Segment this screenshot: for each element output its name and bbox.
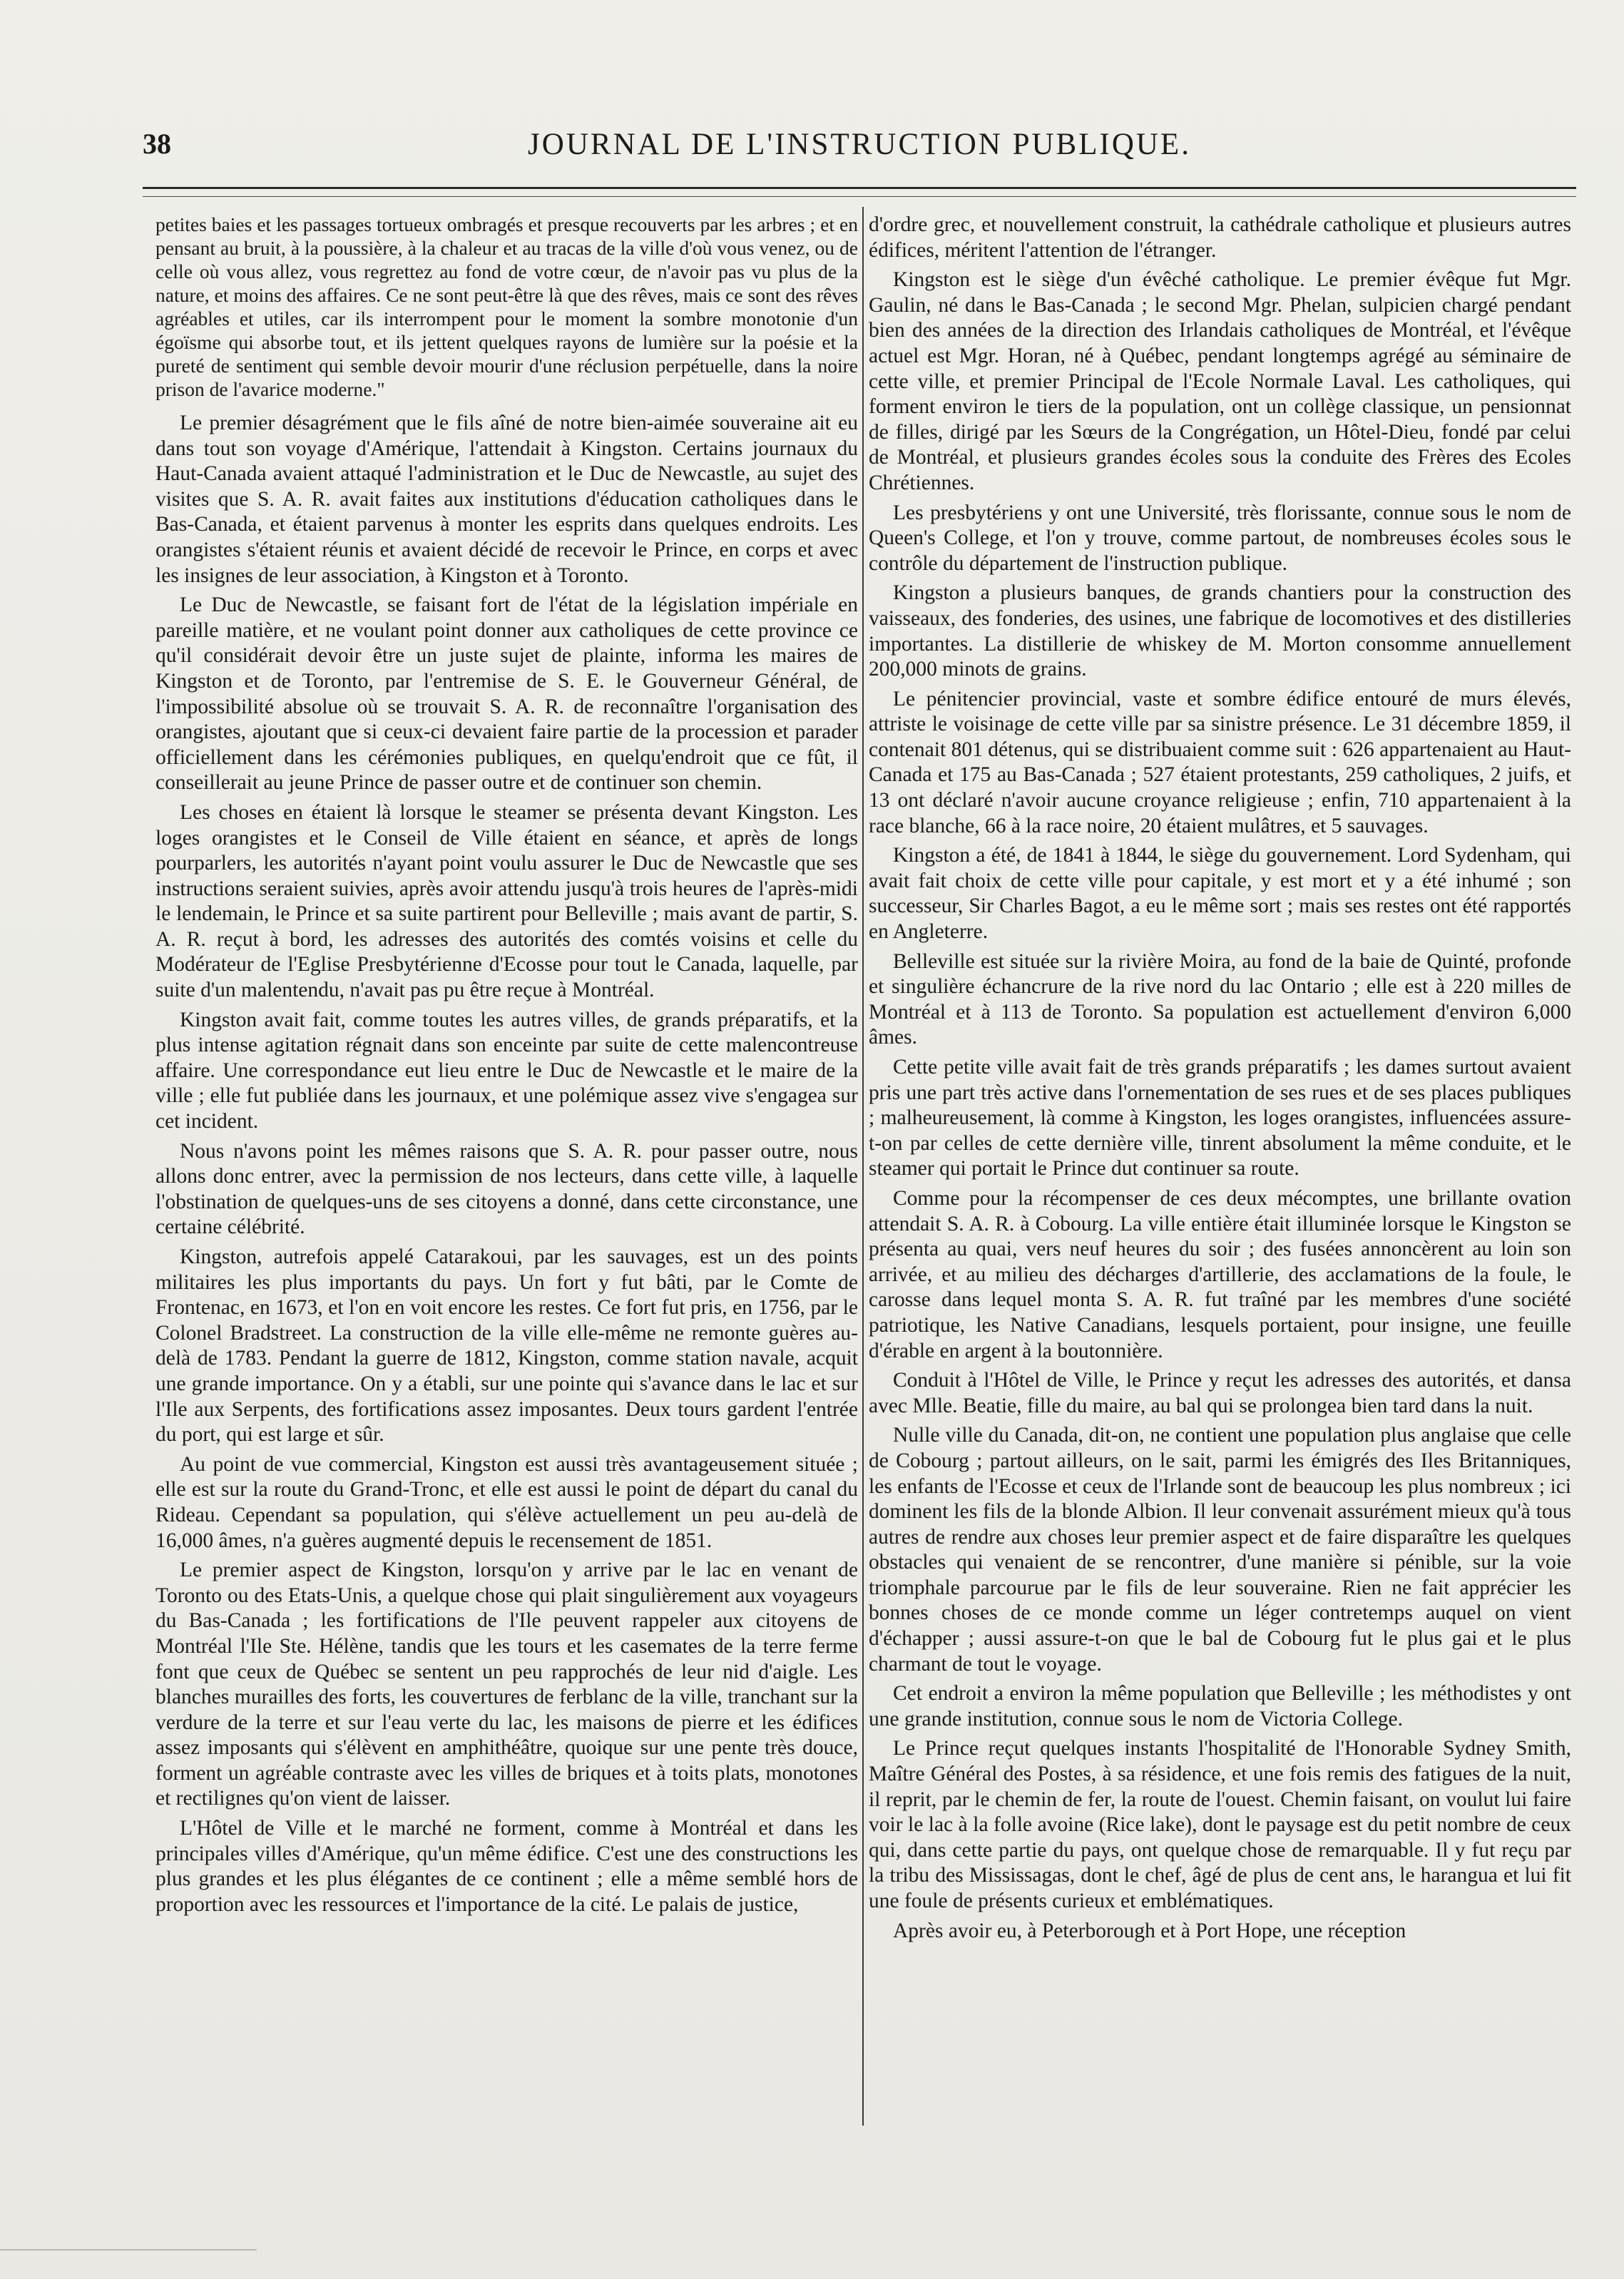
header-rule — [143, 187, 1576, 197]
paragraph: Au point de vue commercial, Kingston est aussi très avantageusement située ; elle est sur la route du Grand-Tronc, et elle est aussi le point de départ du canal du Rideau. Cependant sa population, qui s'élève actuellement un peu au-delà de 16,000 âmes, n'a guères augmenté depuis le recensement de 1851. — [155, 1452, 858, 1552]
paragraph: Kingston a plusieurs banques, de grands chantiers pour la construction des vaisseaux, des fonderies, des usines, une fabrique de locomotives et des distilleries importantes. La distillerie de whiskey de M. Morton consomme annuellement 200,000 minots de grains. — [869, 581, 1571, 681]
paragraph: d'ordre grec, et nouvellement construit, la cathédrale catholique et plusieurs autres édifices, méritent l'attention de l'étranger. — [869, 213, 1571, 262]
paragraph: Le pénitencier provincial, vaste et sombre édifice entouré de murs élevés, attriste le voisinage de cette ville par sa sinistre présence. Le 31 décembre 1859, il contenait 801 détenus, qui se distribuaient comme suit : 626 appartenaient au Haut-Canada et 175 au Bas-Canada ; 527 étaient protestants, 259 catholiques, 2 juifs, et 13 ont déclaré n'avoir aucune croyance religieuse ; enfin, 710 appartenaient à la race blanche, 66 à la race noire, 20 étaient mulâtres, et 5 sauvages. — [869, 687, 1571, 837]
paragraph: petites baies et les passages tortueux ombragés et presque recouverts par les arbres ; et en pensant au bruit, à la poussière, à la chaleur et au tracas de la ville d'où vous venez, ou de celle où vous allez, vous regrettez au fond de votre cœur, de n'avoir pas vu plus de la nature, et moins des affaires. Ce ne sont peut-être là que des rêves, mais ce sont des rêves agréables et utiles, car ils interrompent pour le moment la sombre monotonie d'un égoïsme qui absorbe tout, et ils jettent quelques rayons de lumière sur la poésie et la pureté de sentiment qui semble devoir mourir d'une réclusion perpétuelle, dans la noire prison de l'avarice moderne." — [155, 213, 858, 400]
column-divider — [862, 207, 864, 2126]
page-number: 38 — [143, 128, 171, 160]
paragraph: Cette petite ville avait fait de très grands préparatifs ; les dames surtout avaient pris une part très active dans l'ornementation de ses rues et de ses places publiques ; malheureusement, là comme à Kingston, les loges orangistes, influencées assure-t-on par celles de cette dernière ville, tinrent absolument la même conduite, et le steamer qui portait le Prince dut continuer sa route. — [869, 1056, 1571, 1181]
right-column — [869, 213, 1571, 2124]
paragraph: Le premier aspect de Kingston, lorsqu'on y arrive par le lac en venant de Toronto ou des Etats-Unis, a quelque chose qui plait singulièrement aux voyageurs du Bas-Canada ; les fortifications de l'Ile peuvent rappeler aux citoyens de Montréal l'Ile Ste. Hélène, tandis que les tours et les casemates de la terre ferme font que ceux de Québec se sentent un peu rapprochés de leur nid d'aigle. Les blanches murailles des forts, les couvertures de ferblanc de la ville, tranchant sur la verdure de la terre et sur l'eau verte du lac, les maisons de pierre et les édifices assez imposants qui s'élèvent en amphithéâtre, quoique sur une pente très douce, forment un agréable contraste avec les villes de briques et à toits plats, monotones et rectilignes qu'on vient de laisser. — [155, 1559, 858, 1810]
paragraph: Comme pour la récompenser de ces deux mécomptes, une brillante ovation attendait S. A. R. à Cobourg. La ville entière était illuminée lorsque le Kingston se présenta au quai, vers neuf heures du soir ; des fusées annoncèrent au loin son arrivée, et au milieu des décharges d'artillerie, des acclamations de la foule, le carosse dans lequel monta S. A. R. fut traîné par les membres d'une société patriotique, les Native Canadians, lesquels portaient, pour insigne, une feuille d'érable en argent à la boutonnière. — [869, 1186, 1571, 1362]
left-column — [155, 213, 858, 2124]
paragraph: Le Duc de Newcastle, se faisant fort de l'état de la législation impériale en pareille matière, et ne voulant point donner aux catholiques de cette province ce qu'il considérait devoir être un juste sujet de plainte, informa les maires de Kingston et de Toronto, par l'entremise de S. E. le Gouverneur Général, de l'impossibilité absolue où se trouvait S. A. R. de reconnaître l'organisation des orangistes, ajoutant que si ceux-ci devaient faire partie de la procession et parader officiellement dans les cérémonies publiques, en quelqu'endroit que ce fût, il conseillerait au jeune Prince de passer outre et de continuer son chemin. — [155, 593, 858, 795]
paragraph: Le premier désagrément que le fils aîné de notre bien-aimée souveraine ait eu dans tout son voyage d'Amérique, l'attendait à Kingston. Certains journaux du Haut-Canada avaient attaqué l'administration et le Duc de Newcastle, au sujet des visites que S. A. R. avait faites aux institutions d'éducation catholiques dans le Bas-Canada, et étaient parvenus à monter les esprits dans quelques endroits. Les orangistes s'étaient réunis et avaient décidé de recevoir le Prince, en corps et avec les insignes de leur association, à Kingston et à Toronto. — [155, 412, 858, 587]
paragraph: Nulle ville du Canada, dit-on, ne contient une population plus anglaise que celle de Cobourg ; partout ailleurs, on le sait, parmi les émigrés des Iles Britanniques, les enfants de l'Ecosse et ceux de l'Irlande sont de beaucoup les plus nombreux ; ici dominent les fils de la blonde Albion. Il leur convenait assurément mieux qu'à tous autres de rendre aux choses leur premier aspect et de faire disparaître les quelques obstacles qui venaient de se rencontrer, d'une manière si pénible, sur la voie triomphale parcourue par le fils de leur souveraine. Rien ne fait apprécier les bonnes choses de ce monde comme un léger contretemps auquel on vient d'échapper ; aussi assure-t-on que le bal de Cobourg fut le plus gai et le plus charmant de tout le voyage. — [869, 1424, 1571, 1676]
journal-title: JOURNAL DE L'INSTRUCTION PUBLIQUE. — [528, 128, 1191, 161]
paragraph: Kingston a été, de 1841 à 1844, le siège du gouvernement. Lord Sydenham, qui avait fait choix de cette ville pour capitale, y est mort et y a été inhumé ; son successeur, Sir Charles Bagot, a eu le même sort ; mais ses restes ont été rapportés en Angleterre. — [869, 844, 1571, 944]
paragraph: Belleville est située sur la rivière Moira, au fond de la baie de Quinté, profonde et singulière échancrure de la rive nord du lac Ontario ; elle est à 220 milles de Montréal et à 113 de Toronto. Sa population est actuellement d'environ 6,000 âmes. — [869, 949, 1571, 1049]
page-edge-mark — [0, 2249, 257, 2279]
paragraph: Le Prince reçut quelques instants l'hospitalité de l'Honorable Sydney Smith, Maître Général des Postes, à sa résidence, et une fois remis des fatigues de la nuit, il reprit, par le chemin de fer, la route de l'ouest. Chemin faisant, on voulut lui faire voir le lac à la folle avoine (Rice lake), dont le paysage est du petit nombre de ceux qui, dans cette partie du pays, ont quelque chose de remarquable. Il y fut reçu par la tribu des Mississagas, dont le chef, âgé de plus de cent ans, le harangua et lui fit une foule de présents curieux et emblématiques. — [869, 1737, 1571, 1912]
paragraph: L'Hôtel de Ville et le marché ne forment, comme à Montréal et dans les principales villes d'Amérique, qu'un même édifice. C'est une des constructions les plus grandes et les plus élégantes de ce continent ; elle a même semblé hors de proportion avec les ressources et l'importance de la cité. Le palais de justice, — [155, 1817, 858, 1916]
paragraph: Kingston, autrefois appelé Catarakoui, par les sauvages, est un des points militaires les plus importants du pays. Un fort y fut bâti, par le Comte de Frontenac, en 1673, et l'on en voit encore les restes. Ce fort fut pris, en 1756, par le Colonel Bradstreet. La construction de la ville elle-même ne remonte guères au-delà de 1783. Pendant la guerre de 1812, Kingston, comme station navale, acquit une grande importance. On y a établi, sur une pointe qui s'avance dans le lac et sur l'Ile aux Serpents, des fortifications assez imposantes. Deux tours gardent l'entrée du port, qui est large et sûr. — [155, 1245, 858, 1447]
paragraph: Kingston avait fait, comme toutes les autres villes, de grands préparatifs, et la plus intense agitation régnait dans son enceinte par suite de cette malencontreuse affaire. Une correspondance eut lieu entre le Duc de Newcastle et le maire de la ville ; elle fut publiée dans les journaux, et une polémique assez vive s'engagea sur cet incident. — [155, 1008, 858, 1133]
paragraph: Conduit à l'Hôtel de Ville, le Prince y reçut les adresses des autorités, et dansa avec Mlle. Beatie, fille du maire, au bal qui se prolongea bien tard dans la nuit. — [869, 1369, 1571, 1417]
paragraph: Les presbytériens y ont une Université, très florissante, connue sous le nom de Queen's College, et l'on y trouve, comme partout, de nombreuses écoles sous le contrôle du département de l'instruction publique. — [869, 501, 1571, 575]
page-header — [143, 127, 1576, 170]
paragraph: Kingston est le siège d'un évêché catholique. Le premier évêque fut Mgr. Gaulin, né dans le Bas-Canada ; le second Mgr. Phelan, sulpicien chargé pendant bien des années de la direction des Irlandais catholiques de Montréal, et l'évêque actuel est Mgr. Horan, né à Québec, pendant longtemps agrégé au séminaire de cette ville, et premier Principal de l'Ecole Normale Laval. Les catholiques, qui forment environ le tiers de la population, ont un collège classique, un pensionnat de filles, dirigé par les Sœurs de la Congrégation, un Hôtel-Dieu, fondé par celui de Montréal, et plusieurs grandes écoles sous la conduite des Frères des Ecoles Chrétiennes. — [869, 268, 1571, 494]
paragraph: Les choses en étaient là lorsque le steamer se présenta devant Kingston. Les loges orangistes et le Conseil de Ville étaient en séance, et après de longs pourparlers, les autorités n'ayant point voulu assurer le Duc de Newcastle que ses instructions seraient suivies, après avoir attendu jusqu'à trois heures de l'après-midi le lendemain, le Prince et sa suite partirent pour Belleville ; mais avant de partir, S. A. R. reçut à bord, les adresses des autorités des comtés voisins et celle du Modérateur de l'Eglise Presbytérienne d'Ecosse pour tout le Canada, laquelle, par suite d'un malentendu, n'avait pas pu être reçue à Montréal. — [155, 800, 858, 1002]
paragraph: Nous n'avons point les mêmes raisons que S. A. R. pour passer outre, nous allons donc entrer, avec la permission de nos lecteurs, dans cette ville, à laquelle l'obstination de quelques-uns de ses citoyens a donné, dans cette circonstance, une certaine célébrité. — [155, 1139, 858, 1239]
paragraph: Cet endroit a environ la même population que Belleville ; les méthodistes y ont une grande institution, connue sous le nom de Victoria College. — [869, 1682, 1571, 1730]
paragraph: Après avoir eu, à Peterborough et à Port Hope, une réception — [893, 1919, 1406, 1942]
